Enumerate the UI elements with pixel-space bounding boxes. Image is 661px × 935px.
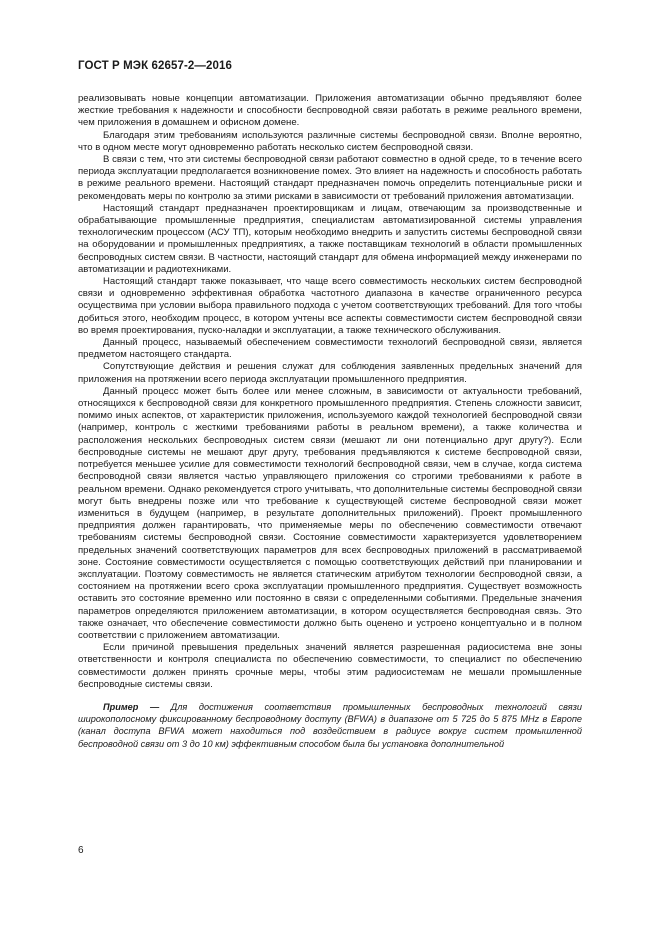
page-number: 6 <box>78 845 84 856</box>
paragraph: Сопутствующие действия и решения служат для соблюдения заявленных предельных значений для приложения на протяжении всего периода эксплуатации промышленного предприятия. <box>78 361 582 385</box>
paragraph: реализовывать новые концепции автоматизации. Приложения автоматизации обычно предъявляют более жесткие требования к надежности и способности беспроводной связи работать в режиме реального времени, чем приложения в домашнем и офисном домене. <box>78 93 582 129</box>
paragraph: Данный процесс, называемый обеспечением совместимости технологий беспроводной связи, является предметом настоящего стандарта. <box>78 337 582 361</box>
example-note <box>78 701 582 750</box>
paragraph: Данный процесс может быть более или менее сложным, в зависимости от актуальности требований, относящихся к беспроводной связи для конкретного промышленного предприятия. Степень сложности зависит, помимо иных аспектов, от характеристик приложения, используемого каждой технологией беспроводной связи (например, контроль с жесткими требованиями работы в реальном времени), а также количества и расположения нескольких беспроводных систем связи (мешают ли они потенциально друг другу?). Если беспроводные системы не мешают друг другу, требования предъявляются к системе беспроводной связи, потребуется меньшее усилие для совместимости технологий беспроводной связи, чем в случае, когда система беспроводной связи является частью управляющего приложения со строгими требованиями к работе в реальном времени. Однако рекомендуется строго учитывать, что дополнительные системы беспроводной связи могут быть внедрены позже или что требование к существующей системе беспроводной связи может измениться в будущем (например, в результате дополнительных приложений). Проект промышленного предприятия должен гарантировать, что применяемые меры по обеспечению совместимости отвечают требованиям системы беспроводной связи. Состояние совместимости характеризуется удовлетворением предельных значений соответствующих параметров для всех беспроводных приложений в рассматриваемой зоне. Состояние совместимости осуществляется с помощью соответствующих действий при планировании и эксплуатации. Поэтому совместимость не является статическим атрибутом технологии беспроводной связи, а состоянием на протяжении всего срока эксплуатации промышленного предприятия. Существует возможность оставить это состояние временно или постоянно в связи с определенными событиями. Предельные значения параметров определяются приложением автоматизации, в котором осуществляется беспроводная связь. Это также означает, что обеспечение совместимости должно быть оценено и устроено концептуально и в полном соответствии с приложением автоматизации. <box>78 385 582 641</box>
example-text: Для достижения соответствия промышленных беспроводных технологий связи широкополосному фиксированному беспроводному доступу (BFWA) в диапазоне от 5 725 до 5 875 MHz в Европе (канал доступа BFWA может находиться под воздействием в радиусе вокруг систем промышленной беспроводной связи от 3 до 10 км) эффективным способом была бы установка дополнительной <box>78 701 582 749</box>
document-body <box>78 93 582 750</box>
paragraph: Благодаря этим требованиям используются различные системы беспроводной связи. Вполне вероятно, что в одном месте могут одновременно работать несколько систем беспроводной связи. <box>78 129 582 153</box>
document-header: ГОСТ Р МЭК 62657-2—2016 <box>78 60 232 72</box>
paragraph: Настоящий стандарт предназначен проектировщикам и лицам, отвечающим за производственные и обрабатывающие промышленные предприятия, специалистам автоматизированной системы управления технологическим процессом (АСУ ТП), которым необходимо внедрить и запустить системы беспроводной связи на оборудовании и промышленных предприятиях, а также поставщикам технологий в области промышленных беспроводных систем связи. В частности, настоящий стандарт для обмена информацией между инженерами по автоматизации и радиотехниками. <box>78 202 582 275</box>
paragraph: В связи с тем, что эти системы беспроводной связи работают совместно в одной среде, то в течение всего периода эксплуатации предполагается возникновение помех. Это влияет на надежность и способность работать в режиме реального времени. Настоящий стандарт предназначен помочь определить потенциальные риски и рекомендовать меры по контролю за этими рисками в зависимости от требований приложения автоматизации. <box>78 154 582 202</box>
example-label: Пример — <box>103 701 160 712</box>
paragraph: Если причиной превышения предельных значений является разрешенная радиосистема вне зоны ответственности и контроля специалиста по обеспечению совместимости, то специалист по обеспечению совместимости должен принять срочные меры, чтобы этим радиосистемам не мешали промышленные беспроводные системы связи. <box>78 642 582 690</box>
paragraph: Настоящий стандарт также показывает, что чаще всего совместимость нескольких систем беспроводной связи и одновременно эффективная обработка частотного диапазона в качестве ограниченного ресурса осуществима при условии выбора правильного подхода с учетом соответствующих требований. Для того чтобы добиться этого, необходим процесс, в котором учтены все аспекты совместимости систем беспроводной связи во время проектирования, пуско-наладки и эксплуатации, а также технического обслуживания. <box>78 276 582 336</box>
